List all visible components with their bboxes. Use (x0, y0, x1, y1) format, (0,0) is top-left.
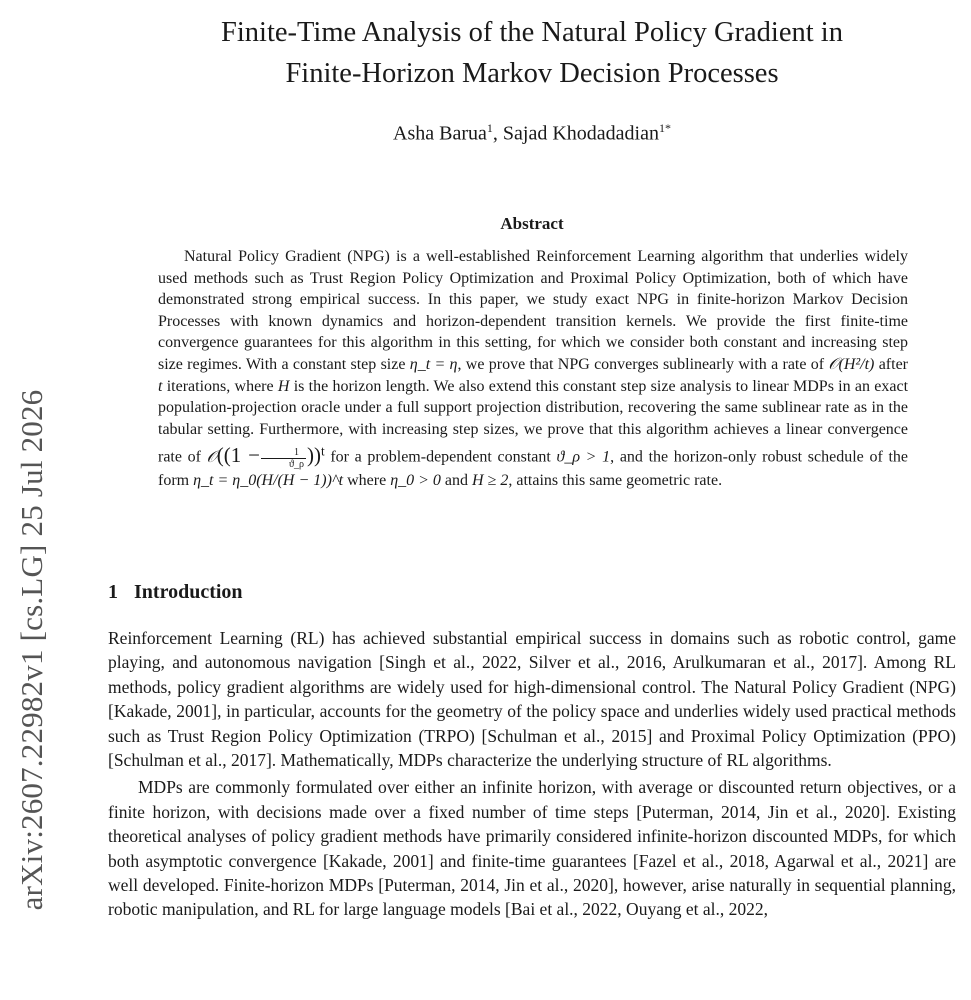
abstract-text-part: and (440, 471, 473, 489)
section-heading (108, 578, 243, 606)
arxiv-identifier-stamp (0, 0, 60, 1000)
abstract-text-part: after (874, 355, 908, 373)
abstract-text-part: iterations, where (162, 377, 278, 395)
introduction-body (108, 626, 956, 922)
math-expression: ϑ_ρ > 1 (556, 448, 611, 466)
body-paragraph: Reinforcement Learning (RL) has achieved substantial empirical success in domains such as robotic control, game playing, and autonomous navigation [Singh et al., 2022, Silver et al., 2016, Arulkumaran et al., 2017]. Among RL methods, policy gradient algorithms are widely used for high-dimensional control. The Natural Policy Gradient (NPG) [Kakade, 2001], in particular, accounts for the geometry of the policy space and underlies widely used practical methods such as Trust Region Policy Optimization (TRPO) [Schulman et al., 2015] and Proximal Policy Optimization (PPO) [Schulman et al., 2017]. Mathematically, MDPs characterize the underlying structure of RL algorithms. (108, 628, 956, 771)
abstract-text-part: Natural Policy Gradient (NPG) is a well-established Reinforcement Learning algorithm that underlies widely used methods such as Trust Region Policy Optimization and Proximal Policy Optimization, both of which have demonstrated strong empirical success. In this paper, we study exact NPG in finite-horizon Markov Decision Processes with known dynamics and horizon-dependent transition kernels. We provide the first finite-time convergence guarantees for this algorithm in this setting, for which we consider both constant and increasing step size regimes. With a constant step size (158, 248, 908, 373)
author-affiliation-mark: 1* (658, 121, 671, 135)
math-expression: ((1 − (216, 442, 260, 467)
abstract-text-part: for a problem-dependent constant (324, 448, 557, 466)
abstract-paragraph (158, 246, 908, 491)
section-number: 1 (108, 581, 118, 603)
abstract-text-part: , attains this same geometric rate. (508, 471, 723, 489)
fraction-denominator: ϑ_ρ (289, 458, 304, 470)
math-expression: η_0 > 0 (390, 471, 441, 489)
abstract-text-part: is the horizon length. We also extend this constant step size analysis to linear MDPs in an exact population-projection oracle under a full support projection distribution, recovering the same sublinear rate as in the tabular setting. Furthermore, with increasing step sizes, we prove that this algorithm achieves a linear convergence rate of (158, 377, 909, 466)
math-expression: 𝒪 (206, 448, 217, 466)
math-fraction (261, 447, 306, 470)
body-paragraph: MDPs are commonly formulated over either an infinite horizon, with average or discounted return objectives, or a finite horizon, with decisions made over a fixed number of time steps [Puterman, 2014, Jin et al., 2020]. Existing theoretical analyses of policy gradient methods have primarily considered infinite-horizon discounted MDPs, for which both asymptotic convergence [Kakade, 2001] and finite-time guarantees [Fazel et al., 2018, Agarwal et al., 2021] are well developed. Finite-horizon MDPs [Puterman, 2014, Jin et al., 2020], however, arise naturally in sequential planning, robotic manipulation, and RL for large language models [Bai et al., 2022, Ouyang et al., 2022, (108, 777, 956, 920)
abstract-text-part: , we prove that NPG converges sublinearly with a rate of (457, 355, 829, 373)
math-expression: η_t = η_0(H/(H − 1))^t (193, 471, 344, 489)
math-expression: )) (306, 442, 321, 467)
author-affiliation-mark: 1 (486, 121, 493, 135)
paper-title-line-1: Finite-Time Analysis of the Natural Policy Gradient in (221, 17, 843, 48)
fraction-numerator: 1 (261, 447, 306, 459)
author-name: Asha Barua (393, 122, 487, 145)
abstract-text-part: where (343, 471, 391, 489)
abstract-heading: Abstract (500, 214, 564, 233)
author-name: Sajad Khodadadian (502, 122, 659, 145)
math-expression: 𝒪(H²/t) (828, 355, 875, 373)
abstract-text (158, 246, 908, 491)
section-title: Introduction (134, 581, 243, 603)
math-expression: H (277, 377, 290, 395)
math-expression: η_t = η (409, 355, 458, 373)
paper-title (108, 12, 956, 94)
author-list: Asha Barua$^1$, Sajad Khodadadian$^{1*}$ (393, 121, 671, 145)
paper-title-line-2: Finite-Horizon Markov Decision Processes (285, 58, 779, 89)
math-expression: t (158, 377, 163, 395)
math-expression: H ≥ 2 (472, 471, 509, 489)
linear-rate-formula (206, 442, 325, 470)
math-exponent: t (320, 443, 325, 459)
abstract-text-part: , and the horizon-only robust schedule of the form (158, 448, 908, 489)
arxiv-identifier-text: arXiv:2607.22982v1 [cs.LG] 25 Jul 2026 (14, 389, 49, 911)
